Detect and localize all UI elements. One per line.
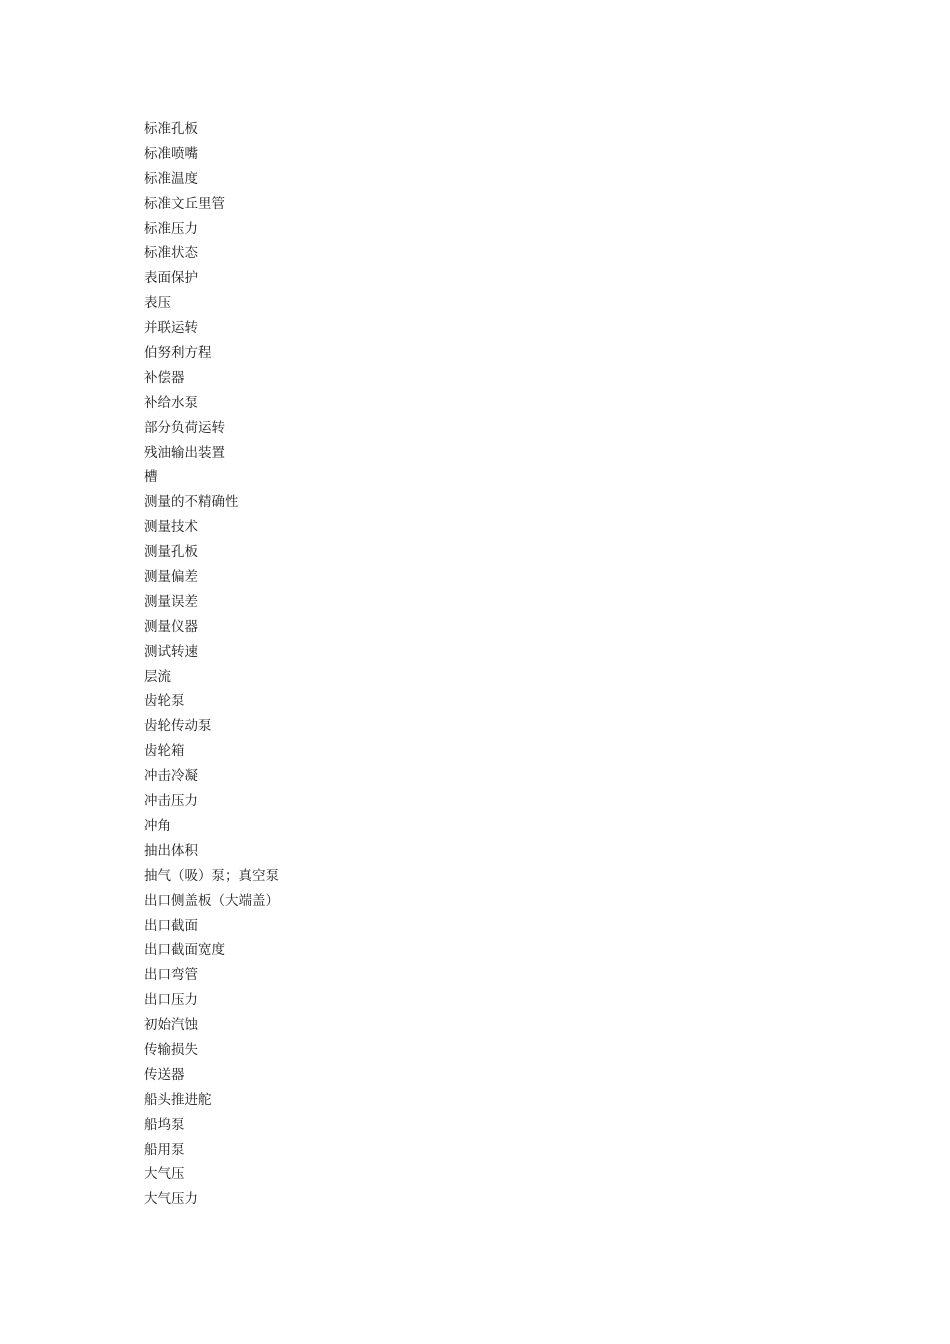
term-item: 出口弯管 (144, 967, 198, 984)
term-item: 测量偏差 (144, 569, 198, 586)
term-item: 出口压力 (144, 992, 198, 1009)
term-item: 标准喷嘴 (144, 145, 198, 162)
term-item: 残油输出装置 (144, 444, 225, 461)
term-item: 船头推进舵 (144, 1091, 212, 1108)
term-item: 冲击压力 (144, 793, 198, 810)
term-item: 测量误差 (144, 593, 198, 610)
term-item: 表面保护 (144, 270, 198, 287)
term-item: 冲击冷凝 (144, 768, 198, 785)
term-item: 传输损失 (144, 1041, 198, 1058)
term-item: 标准孔板 (144, 121, 198, 137)
term-item: 出口截面宽度 (144, 942, 225, 959)
term-item: 传送器 (144, 1066, 185, 1083)
term-item: 标准状态 (144, 245, 198, 262)
term-item: 初始汽蚀 (144, 1017, 198, 1034)
term-item: 标准温度 (144, 170, 198, 187)
term-item: 层流 (144, 668, 171, 685)
term-item: 大气压 (144, 1166, 185, 1183)
term-item: 槽 (144, 469, 158, 486)
term-item: 补给水泵 (144, 394, 198, 411)
term-item: 表压 (144, 295, 171, 312)
term-item: 部分负荷运转 (144, 419, 225, 436)
term-item: 船坞泵 (144, 1116, 185, 1133)
term-item: 补偿器 (144, 369, 185, 386)
term-item: 齿轮泵 (144, 693, 185, 710)
term-item: 齿轮箱 (144, 743, 185, 760)
term-item: 抽出体积 (144, 842, 198, 859)
term-item: 测量仪器 (144, 618, 198, 635)
term-item: 出口侧盖板（大端盖） (144, 892, 279, 909)
term-item: 并联运转 (144, 320, 198, 337)
term-item: 测试转速 (144, 643, 198, 660)
term-item: 测量的不精确性 (144, 494, 239, 511)
term-list (144, 117, 279, 1212)
term-item: 伯努利方程 (144, 345, 212, 362)
term-item: 船用泵 (144, 1141, 185, 1158)
term-item: 抽气（吸）泵；真空泵 (144, 867, 279, 884)
term-item: 冲角 (144, 817, 171, 834)
term-item: 标准文丘里管 (144, 195, 225, 212)
term-item: 标准压力 (144, 220, 198, 237)
term-item: 测量技术 (144, 519, 198, 536)
term-item: 出口截面 (144, 917, 198, 934)
term-item: 齿轮传动泵 (144, 718, 212, 735)
term-item: 大气压力 (144, 1191, 198, 1208)
term-item: 测量孔板 (144, 544, 198, 561)
